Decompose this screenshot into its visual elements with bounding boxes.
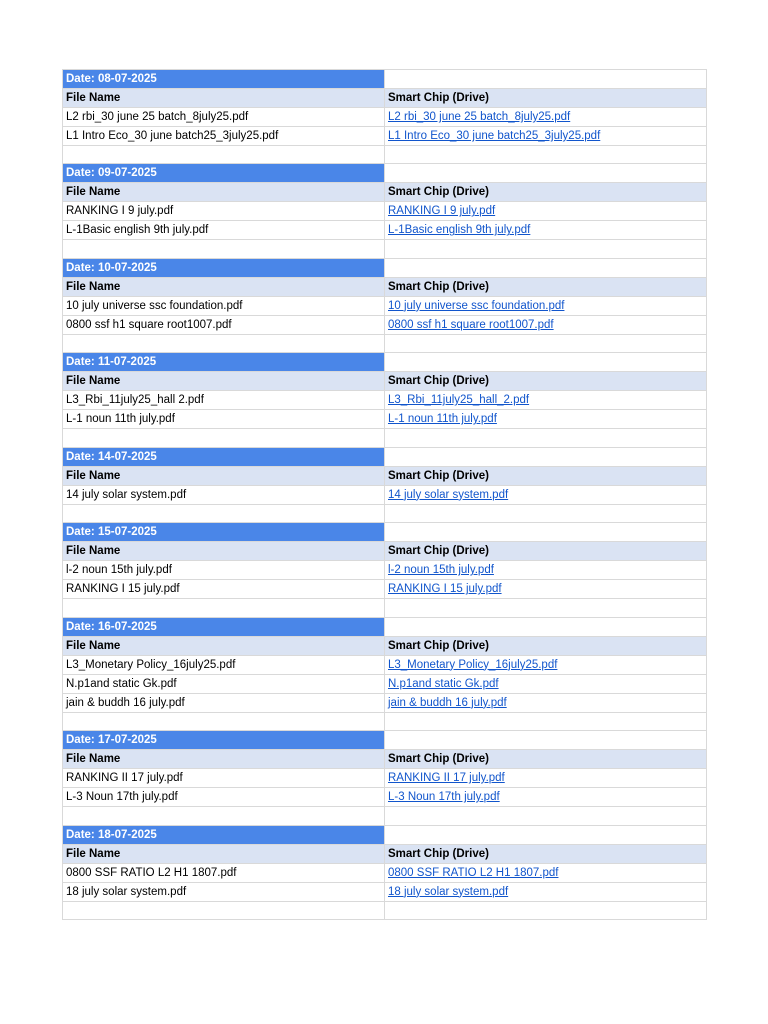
drive-link[interactable]: 18 july solar system.pdf [388, 885, 509, 898]
column-header-row [63, 89, 707, 108]
drive-link[interactable]: RANKING II 17 july.pdf [388, 772, 505, 785]
spacer-row [63, 146, 707, 164]
empty-cell [63, 901, 385, 919]
drive-link[interactable]: N.p1and static Gk.pdf [388, 677, 499, 690]
empty-cell [385, 353, 707, 372]
date-header-row [63, 353, 707, 372]
smart-chip-cell [385, 769, 707, 788]
smart-chip-cell [385, 410, 707, 429]
column-header-row [63, 466, 707, 485]
file-name-header: File Name [63, 750, 385, 769]
column-header-row [63, 372, 707, 391]
smart-chip-cell [385, 863, 707, 882]
empty-cell [385, 240, 707, 258]
file-row [63, 485, 707, 504]
date-label: Date: 15-07-2025 [63, 523, 385, 542]
empty-cell [63, 240, 385, 258]
date-header-row [63, 447, 707, 466]
drive-link[interactable]: RANKING I 9 july.pdf [388, 205, 496, 218]
file-name-header: File Name [63, 466, 385, 485]
spacer-row [63, 901, 707, 919]
date-label: Date: 18-07-2025 [63, 825, 385, 844]
date-header-row [63, 258, 707, 277]
smart-chip-cell [385, 108, 707, 127]
empty-cell [385, 599, 707, 617]
file-log-sheet [62, 69, 707, 920]
file-name-header: File Name [63, 277, 385, 296]
file-name-cell: L-1Basic english 9th july.pdf [63, 221, 385, 240]
file-row [63, 882, 707, 901]
spacer-row [63, 429, 707, 447]
smart-chip-cell [385, 882, 707, 901]
empty-cell [63, 504, 385, 522]
smart-chip-header: Smart Chip (Drive) [385, 89, 707, 108]
file-row [63, 315, 707, 334]
file-name-cell: N.p1and static Gk.pdf [63, 674, 385, 693]
file-name-cell: L1 Intro Eco_30 june batch25_3july25.pdf [63, 127, 385, 146]
smart-chip-header: Smart Chip (Drive) [385, 542, 707, 561]
empty-cell [385, 70, 707, 89]
smart-chip-cell [385, 202, 707, 221]
drive-link[interactable]: L2 rbi_30 june 25 batch_8july25.pdf [388, 111, 571, 123]
spacer-row [63, 712, 707, 730]
empty-cell [385, 807, 707, 825]
column-header-row [63, 277, 707, 296]
drive-link[interactable]: L1 Intro Eco_30 june batch25_3july25.pdf [388, 130, 601, 142]
spacer-row [63, 240, 707, 258]
empty-cell [385, 164, 707, 183]
date-label: Date: 09-07-2025 [63, 164, 385, 183]
file-row [63, 693, 707, 712]
smart-chip-cell [385, 315, 707, 334]
drive-link[interactable]: 0800 SSF RATIO L2 H1 1807.pdf [388, 866, 559, 879]
smart-chip-cell [385, 221, 707, 240]
smart-chip-header: Smart Chip (Drive) [385, 636, 707, 655]
date-label: Date: 16-07-2025 [63, 617, 385, 636]
spacer-row [63, 807, 707, 825]
date-header-row [63, 164, 707, 183]
column-header-row [63, 636, 707, 655]
file-name-cell: l-2 noun 15th july.pdf [63, 561, 385, 580]
empty-cell [63, 712, 385, 730]
empty-cell [385, 617, 707, 636]
drive-link[interactable]: L3_Rbi_11july25_hall_2.pdf [388, 394, 530, 407]
file-name-header: File Name [63, 542, 385, 561]
empty-cell [385, 429, 707, 447]
smart-chip-cell [385, 655, 707, 674]
empty-cell [385, 731, 707, 750]
file-name-cell: 14 july solar system.pdf [63, 485, 385, 504]
smart-chip-header: Smart Chip (Drive) [385, 750, 707, 769]
empty-cell [63, 599, 385, 617]
file-row [63, 863, 707, 882]
column-header-row [63, 183, 707, 202]
date-header-row [63, 731, 707, 750]
empty-cell [385, 504, 707, 522]
file-name-cell: 0800 ssf h1 square root1007.pdf [63, 315, 385, 334]
smart-chip-cell [385, 561, 707, 580]
file-name-cell: L3_Monetary Policy_16july25.pdf [63, 655, 385, 674]
file-name-cell: RANKING I 15 july.pdf [63, 580, 385, 599]
empty-cell [385, 825, 707, 844]
file-name-header: File Name [63, 844, 385, 863]
column-header-row [63, 542, 707, 561]
sheet-body [63, 70, 707, 920]
smart-chip-header: Smart Chip (Drive) [385, 183, 707, 202]
file-name-cell: RANKING I 9 july.pdf [63, 202, 385, 221]
smart-chip-cell [385, 580, 707, 599]
date-label: Date: 17-07-2025 [63, 731, 385, 750]
empty-cell [385, 447, 707, 466]
smart-chip-cell [385, 391, 707, 410]
spacer-row [63, 334, 707, 352]
empty-cell [385, 523, 707, 542]
file-name-header: File Name [63, 636, 385, 655]
date-label: Date: 08-07-2025 [63, 70, 385, 89]
column-header-row [63, 750, 707, 769]
empty-cell [385, 258, 707, 277]
smart-chip-cell [385, 296, 707, 315]
file-name-header: File Name [63, 183, 385, 202]
file-row [63, 674, 707, 693]
spacer-row [63, 599, 707, 617]
drive-link[interactable]: L-1 noun 11th july.pdf [388, 413, 497, 426]
smart-chip-cell [385, 693, 707, 712]
file-row [63, 108, 707, 127]
file-name-cell: 18 july solar system.pdf [63, 882, 385, 901]
file-name-cell: 10 july universe ssc foundation.pdf [63, 296, 385, 315]
date-label: Date: 14-07-2025 [63, 447, 385, 466]
empty-cell [63, 429, 385, 447]
empty-cell [63, 807, 385, 825]
file-row [63, 127, 707, 146]
file-name-header: File Name [63, 372, 385, 391]
drive-link[interactable]: 14 july solar system.pdf [388, 488, 509, 501]
drive-link[interactable]: RANKING I 15 july.pdf [388, 583, 502, 596]
empty-cell [385, 334, 707, 352]
drive-link[interactable]: L3_Monetary Policy_16july25.pdf [388, 658, 558, 671]
file-name-header: File Name [63, 89, 385, 108]
empty-cell [385, 712, 707, 730]
empty-cell [63, 146, 385, 164]
file-name-cell: jain & buddh 16 july.pdf [63, 693, 385, 712]
drive-link[interactable]: jain & buddh 16 july.pdf [388, 696, 507, 709]
file-name-cell: L-3 Noun 17th july.pdf [63, 788, 385, 807]
file-row [63, 655, 707, 674]
file-name-cell: 0800 SSF RATIO L2 H1 1807.pdf [63, 863, 385, 882]
smart-chip-header: Smart Chip (Drive) [385, 844, 707, 863]
smart-chip-cell [385, 674, 707, 693]
smart-chip-header: Smart Chip (Drive) [385, 277, 707, 296]
date-header-row [63, 70, 707, 89]
column-header-row [63, 844, 707, 863]
file-name-cell: L2 rbi_30 june 25 batch_8july25.pdf [63, 108, 385, 127]
date-header-row [63, 523, 707, 542]
file-row [63, 221, 707, 240]
file-row [63, 769, 707, 788]
file-name-cell: L3_Rbi_11july25_hall 2.pdf [63, 391, 385, 410]
file-row [63, 296, 707, 315]
smart-chip-cell [385, 127, 707, 146]
smart-chip-header: Smart Chip (Drive) [385, 372, 707, 391]
smart-chip-cell [385, 485, 707, 504]
smart-chip-header: Smart Chip (Drive) [385, 466, 707, 485]
drive-link[interactable]: 0800 ssf h1 square root1007.pdf [388, 318, 554, 331]
date-label: Date: 10-07-2025 [63, 258, 385, 277]
file-row [63, 788, 707, 807]
file-name-cell: L-1 noun 11th july.pdf [63, 410, 385, 429]
drive-link[interactable]: l-2 noun 15th july.pdf [388, 564, 494, 577]
drive-link[interactable]: L-1Basic english 9th july.pdf [388, 224, 531, 237]
drive-link[interactable]: 10 july universe ssc foundation.pdf [388, 299, 565, 312]
date-header-row [63, 825, 707, 844]
drive-link[interactable]: L-3 Noun 17th july.pdf [388, 791, 500, 804]
file-row [63, 561, 707, 580]
date-label: Date: 11-07-2025 [63, 353, 385, 372]
empty-cell [63, 334, 385, 352]
file-row [63, 202, 707, 221]
file-row [63, 410, 707, 429]
date-header-row [63, 617, 707, 636]
smart-chip-cell [385, 788, 707, 807]
spacer-row [63, 504, 707, 522]
file-row [63, 580, 707, 599]
empty-cell [385, 146, 707, 164]
file-name-cell: RANKING II 17 july.pdf [63, 769, 385, 788]
file-row [63, 391, 707, 410]
empty-cell [385, 901, 707, 919]
